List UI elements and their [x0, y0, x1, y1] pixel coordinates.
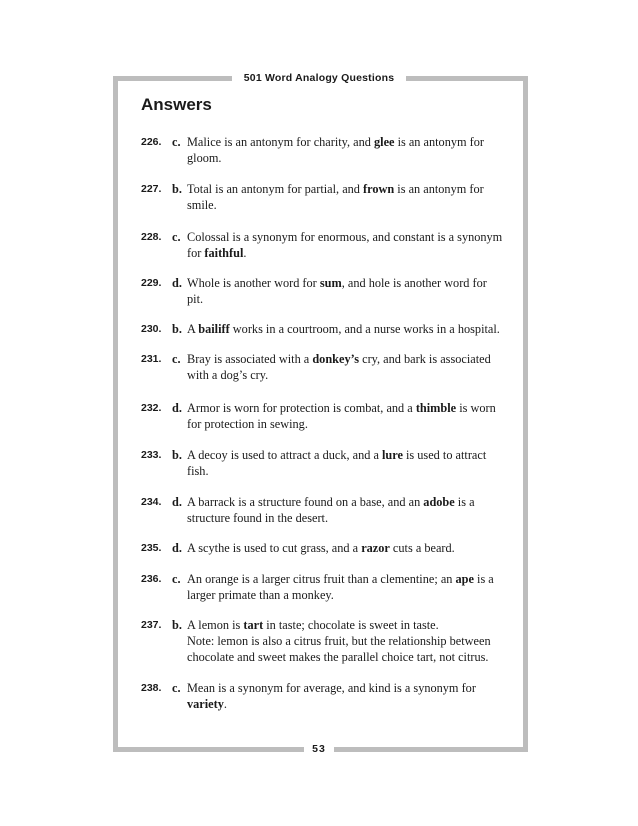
answer-letter: d. — [172, 541, 182, 555]
answer-keyword: faithful — [204, 246, 244, 260]
explanation-line — [187, 447, 511, 463]
explanation-text: A scythe is used to cut grass, and a — [187, 541, 362, 555]
explanation-text: A barrack is a structure found on a base, and an — [187, 495, 424, 509]
answer-keyword: variety — [187, 697, 224, 711]
explanation-line — [187, 134, 511, 150]
question-number: 235. — [141, 542, 162, 554]
explanation-text: . — [243, 246, 247, 260]
answer-explanation — [187, 494, 511, 526]
explanation-text: cry, and bark is associated — [359, 352, 491, 366]
answer-keyword: frown — [363, 182, 395, 196]
explanation-text: is a — [454, 495, 475, 509]
answer-explanation — [187, 571, 511, 603]
explanation-text: Note: lemon is also a citrus fruit, but the relationship between — [187, 634, 491, 648]
answer-letter: d. — [172, 401, 182, 415]
explanation-line — [187, 696, 511, 712]
explanation-text: Whole is another word for — [187, 276, 320, 290]
explanation-line — [187, 367, 511, 383]
answer-explanation — [187, 680, 511, 712]
explanation-text: works in a courtroom, and a nurse works in a hospital. — [229, 322, 500, 336]
answer-item — [141, 447, 511, 479]
explanation-text: pit. — [187, 292, 204, 306]
answer-keyword: donkey’s — [312, 352, 360, 366]
explanation-text: Colossal is a synonym for enormous, and constant is a synonym — [187, 230, 503, 244]
explanation-text: cuts a beard. — [389, 541, 455, 555]
explanation-text: for — [187, 246, 205, 260]
answer-item — [141, 571, 511, 603]
question-number: 237. — [141, 619, 162, 631]
book-title: 501 Word Analogy Questions — [232, 72, 406, 84]
section-heading: Answers — [141, 95, 212, 114]
answer-keyword: tart — [243, 618, 264, 632]
explanation-line — [187, 245, 511, 261]
question-number: 234. — [141, 496, 162, 508]
explanation-text: An orange is a larger citrus fruit than a clementine; an — [187, 572, 456, 586]
explanation-text: fish. — [187, 464, 209, 478]
answer-item — [141, 275, 511, 307]
explanation-line — [187, 416, 511, 432]
question-number: 229. — [141, 277, 162, 289]
answer-item — [141, 617, 511, 665]
answer-keyword: lure — [381, 448, 403, 462]
answer-item — [141, 540, 511, 556]
explanation-text: is an antonym for — [394, 182, 484, 196]
question-number: 231. — [141, 353, 162, 365]
running-head — [0, 68, 638, 86]
answer-item — [141, 351, 511, 383]
answer-explanation — [187, 400, 511, 432]
answer-item — [141, 494, 511, 526]
explanation-text: structure found in the desert. — [187, 511, 329, 525]
answer-keyword: ape — [455, 572, 474, 586]
answer-explanation — [187, 134, 511, 166]
explanation-text: for protection in sewing. — [187, 417, 308, 431]
explanation-text: smile. — [187, 198, 217, 212]
explanation-text: Mean is a synonym for average, and kind is a synonym for — [187, 681, 476, 695]
explanation-text: Malice is an antonym for charity, and — [187, 135, 375, 149]
answer-keyword: razor — [361, 541, 390, 555]
explanation-text: with a dog’s cry. — [187, 368, 269, 382]
explanation-line — [187, 587, 511, 603]
answer-item — [141, 134, 511, 166]
question-number: 232. — [141, 402, 162, 414]
explanation-text: is used to attract — [402, 448, 487, 462]
explanation-text: in taste; chocolate is sweet in taste. — [263, 618, 439, 632]
answer-explanation — [187, 540, 511, 556]
page-number-bar — [0, 739, 638, 757]
answer-letter: c. — [172, 572, 181, 586]
explanation-line — [187, 400, 511, 416]
explanation-line — [187, 571, 511, 587]
question-number: 230. — [141, 323, 162, 335]
explanation-line — [187, 494, 511, 510]
answer-letter: c. — [172, 135, 181, 149]
explanation-text: larger primate than a monkey. — [187, 588, 334, 602]
explanation-text: is a — [473, 572, 494, 586]
answer-letter: b. — [172, 182, 182, 196]
page-number: 53 — [304, 743, 334, 755]
explanation-line — [187, 197, 511, 213]
answer-letter: d. — [172, 495, 182, 509]
explanation-text: Total is an antonym for partial, and — [187, 182, 364, 196]
answer-letter: b. — [172, 322, 182, 336]
explanation-line — [187, 680, 511, 696]
explanation-text: Bray is associated with a — [187, 352, 313, 366]
answer-keyword: bailiff — [198, 322, 230, 336]
question-number: 226. — [141, 136, 162, 148]
explanation-line — [187, 540, 511, 556]
answer-item — [141, 229, 511, 261]
answer-explanation — [187, 617, 511, 665]
explanation-line — [187, 150, 511, 166]
answer-keyword: sum — [319, 276, 342, 290]
answer-letter: c. — [172, 352, 181, 366]
answer-letter: c. — [172, 681, 181, 695]
answer-item — [141, 321, 511, 337]
explanation-text: A lemon is — [187, 618, 244, 632]
explanation-line — [187, 633, 511, 649]
explanation-text: , and hole is another word for — [341, 276, 487, 290]
answer-explanation — [187, 181, 511, 213]
answer-item — [141, 400, 511, 432]
question-number: 238. — [141, 682, 162, 694]
explanation-line — [187, 291, 511, 307]
question-number: 233. — [141, 449, 162, 461]
answer-explanation — [187, 321, 511, 337]
explanation-line — [187, 351, 511, 367]
question-number: 227. — [141, 183, 162, 195]
question-number: 236. — [141, 573, 162, 585]
explanation-line — [187, 229, 511, 245]
answer-keyword: glee — [374, 135, 395, 149]
answer-item — [141, 680, 511, 712]
explanation-line — [187, 181, 511, 197]
answer-explanation — [187, 275, 511, 307]
answer-letter: d. — [172, 276, 182, 290]
explanation-line — [187, 649, 511, 665]
answer-item — [141, 181, 511, 213]
answer-letter: b. — [172, 448, 182, 462]
answer-keyword: thimble — [415, 401, 457, 415]
explanation-text: is an antonym for — [394, 135, 484, 149]
explanation-text: Armor is worn for protection is combat, and a — [187, 401, 416, 415]
explanation-line — [187, 463, 511, 479]
explanation-text: . — [223, 697, 227, 711]
answer-explanation — [187, 351, 511, 383]
explanation-text: A — [187, 322, 199, 336]
explanation-line — [187, 321, 511, 337]
explanation-line — [187, 510, 511, 526]
explanation-text: A decoy is used to attract a duck, and a — [187, 448, 382, 462]
explanation-text: gloom. — [187, 151, 222, 165]
answer-explanation — [187, 447, 511, 479]
explanation-line — [187, 617, 511, 633]
explanation-text: chocolate and sweet makes the parallel choice tart, not citrus. — [187, 650, 489, 664]
explanation-line — [187, 275, 511, 291]
answer-keyword: adobe — [423, 495, 455, 509]
question-number: 228. — [141, 231, 162, 243]
explanation-text: is worn — [456, 401, 496, 415]
answer-explanation — [187, 229, 511, 261]
answer-letter: c. — [172, 230, 181, 244]
answer-letter: b. — [172, 618, 182, 632]
